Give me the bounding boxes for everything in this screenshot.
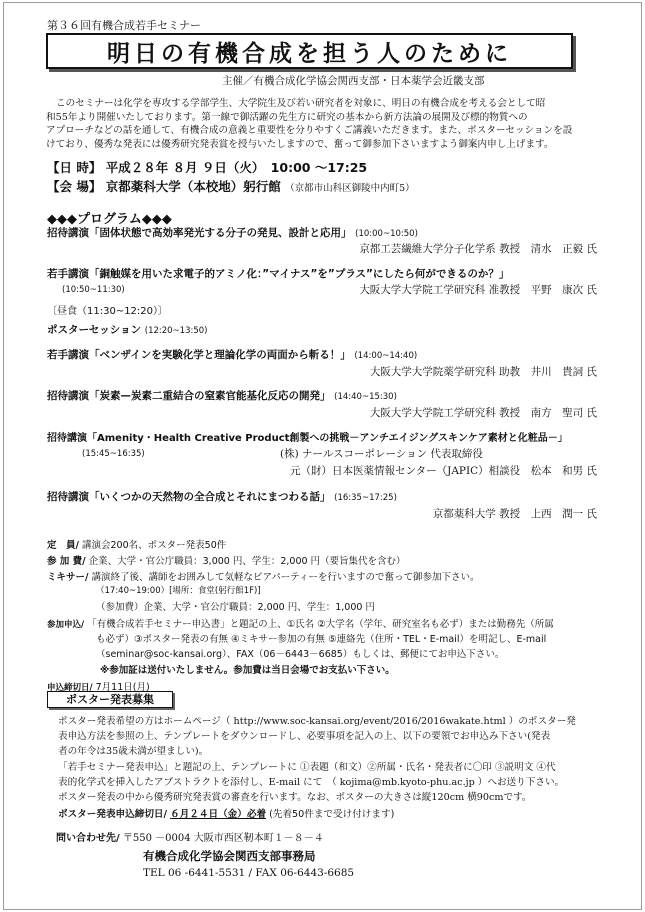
talk-1-speaker: 京都工芸繊維大学分子化学系 教授 清水 正毅 氏	[359, 243, 597, 255]
talk-5-time-row	[82, 447, 145, 459]
apply-note: ※参加証は送付いたしません。参加費は当日会場でお支払い下さい。	[100, 665, 395, 676]
venue-value: 京都薬科大学（本校地）躬行館	[105, 179, 281, 194]
talk-1	[47, 225, 418, 240]
capacity-label: 定 員/	[47, 540, 79, 551]
poster-deadline-note: (先着50件まで受け付けます)	[269, 809, 395, 820]
venue-address: （京都市山科区御陵中内町5）	[285, 183, 415, 194]
poster-line: ポスター発表希望の方はホームページ（ http://www.soc-kansai.org/event/2016/2016wakate.html ）のポスター発	[58, 716, 576, 727]
venue-row	[47, 177, 415, 195]
talk-6-speaker: 京都薬科大学 教授 上西 潤一 氏	[432, 508, 597, 520]
deadline-label: 申込締切日/	[47, 683, 93, 693]
talk-2-time: (10:50~11:30)	[62, 285, 125, 295]
poster-line: 表申込方法を参照の上、テンプレートをダウンロードし、必要事項を記入の上、以下の要領でお申込み下さい(発表	[58, 731, 551, 742]
poster-line: 表的化学式を挿入したアブストラクトを添付し、E-mail にて （ kojima@mb.kyoto-phu.ac.jp ）へお送り下さい。	[58, 777, 565, 788]
talk-4-speaker: 大阪大学大学院工学研究科 教授 南方 聖司 氏	[369, 407, 597, 419]
contact-tel-fax: TEL 06 -6441-5531 / FAX 06-6443-6685	[143, 867, 355, 879]
poster-session-title: ポスターセッション	[47, 324, 142, 336]
intro-line: アプローチなどの話を通して、有機合成の意義と重要性を分りやすくご講義いただきます。また、ポスターセッションを設	[46, 125, 573, 137]
deadline-value: 7月11日(月)	[95, 682, 150, 693]
talk-1-time: (10:00~10:50)	[355, 229, 418, 239]
poster-deadline-row	[58, 806, 394, 820]
talk-2-time-row	[62, 283, 125, 295]
seminar-series: 第３６回有機合成若手セミナー	[47, 19, 201, 32]
fee-row	[47, 553, 406, 567]
talk-2-speaker: 大阪大学大学院工学研究科 准教授 平野 康次 氏	[359, 284, 597, 296]
organizer: 主催／有機合成化学協会関西支部・日本薬学会近畿支部	[222, 75, 485, 87]
poster-line: 「若手セミナー発表申込」と題記の上、テンプレートに ①表題（和文）②所属・氏名・発表者に〇印 ③説明文 ④代	[58, 762, 556, 773]
program-heading: ◆◆◆プログラム◆◆◆	[47, 212, 172, 227]
poster-section-heading: ポスター発表募集	[47, 691, 173, 708]
contact-row	[56, 829, 324, 844]
capacity-row	[47, 537, 226, 551]
talk-3	[47, 347, 417, 362]
mixer-row	[47, 569, 480, 583]
intro-line: 和55年より開催いたしております。第一線で御活躍の先生方に研究の基本から新方法論の展開及び標的物質への	[46, 111, 528, 123]
datetime-label: 【日 時】	[47, 160, 102, 175]
fee-label: 参 加 費/	[47, 556, 86, 567]
talk-3-speaker: 大阪大学大学院薬学研究科 助教 井川 貴詞 氏	[369, 366, 597, 378]
talk-4-time: (14:40~15:30)	[334, 392, 397, 402]
title-box	[46, 33, 573, 69]
poster-deadline-label: ポスター発表申込締切日/	[58, 809, 168, 820]
poster-line: ポスター発表の中から優秀研究発表賞の審査を行います。なお、ポスターの大きさは縦120cm 横90cmです。	[58, 792, 532, 803]
lunch-break: 〔昼食（11:30~12:20）〕	[47, 306, 169, 317]
talk-2-title: 若手講演「銅触媒を用いた求電子的アミノ化：”マイナス”を”プラス”にしたら何ができるのか？」	[47, 268, 510, 280]
talk-6-title: 招待講演「いくつかの天然物の全合成とそれにまつわる話」	[47, 491, 331, 503]
apply-row	[47, 616, 554, 630]
datetime-value: 平成２８年 ８月 ９日（火） 10:00 ～17:25	[105, 160, 368, 175]
mixer-fee: （参加費）企業、大学・官公庁職員：2,000 円、学生：1,000 円	[96, 602, 375, 613]
poster-deadline-value: ６月２４日（金）必着	[170, 809, 267, 820]
poster-session	[47, 322, 208, 337]
capacity-value: 講演会200名、ポスター発表50件	[82, 540, 227, 551]
talk-5-speaker-company: (株) ナールスコーポレーション 代表取締役	[280, 448, 483, 460]
venue-label: 【会 場】	[47, 179, 102, 194]
page-title: 明日の有機合成を担う人のために	[107, 40, 512, 67]
contact-address: 〒550 －0004 大阪市西区靭本町１－８－４	[122, 833, 324, 844]
intro-line: このセミナーは化学を専攻する学部学生、大学院生及び若い研究者を対象に、明日の有機合成を考える会として昭	[56, 98, 546, 109]
poster-session-time: (12:20~13:50)	[144, 326, 208, 336]
intro-paragraph	[46, 97, 606, 151]
contact-office: 有機合成化学協会関西支部事務局	[143, 849, 316, 863]
mixer-time: （17:40~19:00）[場所：食堂(躬行館1F)]	[96, 586, 261, 596]
talk-6	[47, 489, 397, 504]
talk-5-speaker: 元（財）日本医薬情報センター（JAPIC）相談役 松本 和男 氏	[290, 465, 597, 477]
apply-line-1: 「有機合成若手セミナー申込書」と題記の上、①氏名 ②大学名（学年、研究室名も必ず）または勤務先（所属	[87, 619, 554, 630]
talk-5-time: (15:45~16:35)	[82, 449, 145, 459]
talk-1-title: 招待講演「固体状態で高効率発光する分子の発見、設計と応用」	[47, 227, 352, 239]
fee-value: 企業、大学・官公庁職員：3,000 円、学生：2,000 円（要旨集代を含む）	[88, 556, 406, 567]
talk-3-time: (14:00~14:40)	[354, 351, 418, 361]
talk-6-time: (16:35~17:25)	[334, 493, 397, 503]
talk-4-title: 招待講演「炭素—炭素二重結合の窒素官能基化反応の開発」	[47, 390, 331, 402]
apply-label: 参加申込/	[47, 620, 85, 630]
datetime-row	[47, 158, 367, 176]
contact-label: 問い合わせ先/	[56, 833, 120, 844]
mixer-value: 講演終了後、講師をお囲みして気軽なビアパーティーを行いますので奮って御参加下さい。	[91, 572, 480, 583]
apply-line-2: も必ず）③ポスター発表の有無 ④ミキサー参加の有無 ⑤連絡先（住所・TEL・E-mail）を明記し、E-mail	[96, 634, 547, 645]
poster-line: 者の年令は35歳未満が望ましい)。	[58, 746, 209, 757]
talk-4	[47, 388, 397, 403]
apply-line-3: （seminar@soc-kansai.org）、FAX（06－6443－6685）もしくは、郵便にてお申込下さい。	[96, 649, 505, 660]
intro-line: けており、優秀な発表には優秀研究発表賞を授与いたしますので、奮って御参加下さいますよう御案内申し上げます。	[46, 138, 554, 150]
mixer-label: ミキサー/	[47, 572, 89, 583]
talk-3-title: 若手講演「ベンザインを実験化学と理論化学の両面から斬る！」	[47, 349, 351, 361]
talk-5-title: 招待講演「Amenity・Health Creative Product創製への挑戦－アンチエイジングスキンケア素材と化粧品－」	[47, 433, 568, 444]
